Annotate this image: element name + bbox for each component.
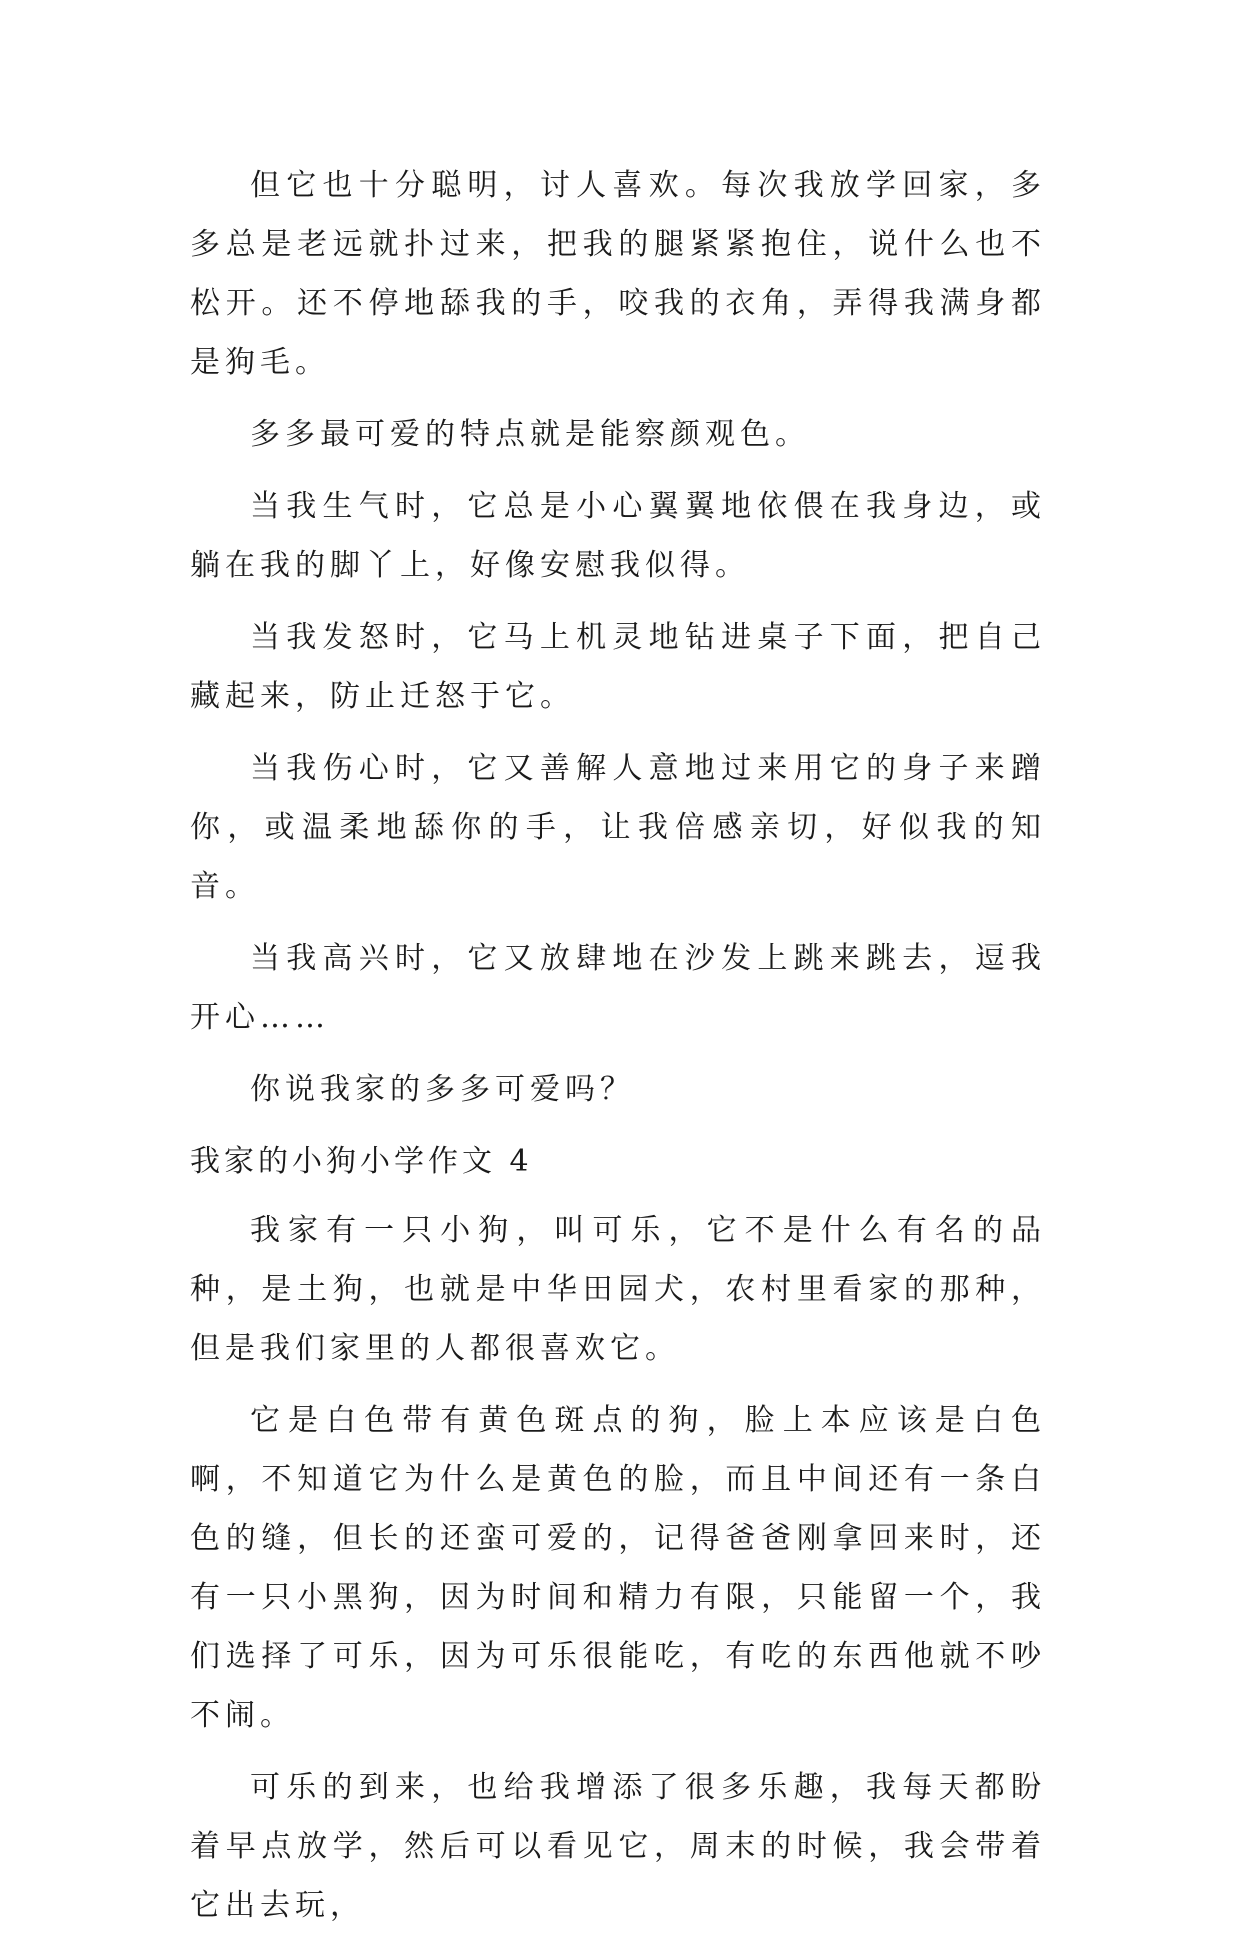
paragraph: 当我高兴时，它又放肆地在沙发上跳来跳去，逗我开心…… [190, 941, 1046, 1035]
paragraph: 你说我家的多多可爱吗？ [250, 1072, 635, 1107]
paragraph: 多多最可爱的特点就是能察颜观色。 [250, 417, 810, 452]
paragraph: 当我伤心时，它又善解人意地过来用它的身子来蹭你，或温柔地舔你的手，让我倍感亲切，好似我的知音。 [190, 751, 1046, 904]
paragraph: 我家有一只小狗，叫可乐，它不是什么有名的品种，是土狗，也就是中华田园犬，农村里看家的那种，但是我们家里的人都很喜欢它。 [190, 1213, 1046, 1366]
paragraph: 可乐的到来，也给我增添了很多乐趣，我每天都盼着早点放学，然后可以看见它，周末的时候，我会带着它出去玩， [190, 1770, 1046, 1923]
paragraph: 当我发怒时，它马上机灵地钻进桌子下面，把自己藏起来，防止迁怒于它。 [190, 620, 1046, 714]
document-body [190, 156, 1046, 1948]
paragraph: 当我生气时，它总是小心翼翼地依偎在我身边，或躺在我的脚丫上，好像安慰我似得。 [190, 489, 1046, 583]
section-heading: 我家的小狗小学作文 4 [190, 1144, 533, 1179]
paragraph: 它是白色带有黄色斑点的狗，脸上本应该是白色啊，不知道它为什么是黄色的脸，而且中间还有一条白色的缝，但长的还蛮可爱的，记得爸爸刚拿回来时，还有一只小黑狗，因为时间和精力有限，只能留一个，我们选择了可乐，因为可乐很能吃，有吃的东西他就不吵不闹。 [190, 1403, 1046, 1733]
paragraph: 但它也十分聪明，讨人喜欢。每次我放学回家，多多总是老远就扑过来，把我的腿紧紧抱住，说什么也不松开。还不停地舔我的手，咬我的衣角，弄得我满身都是狗毛。 [190, 168, 1046, 380]
